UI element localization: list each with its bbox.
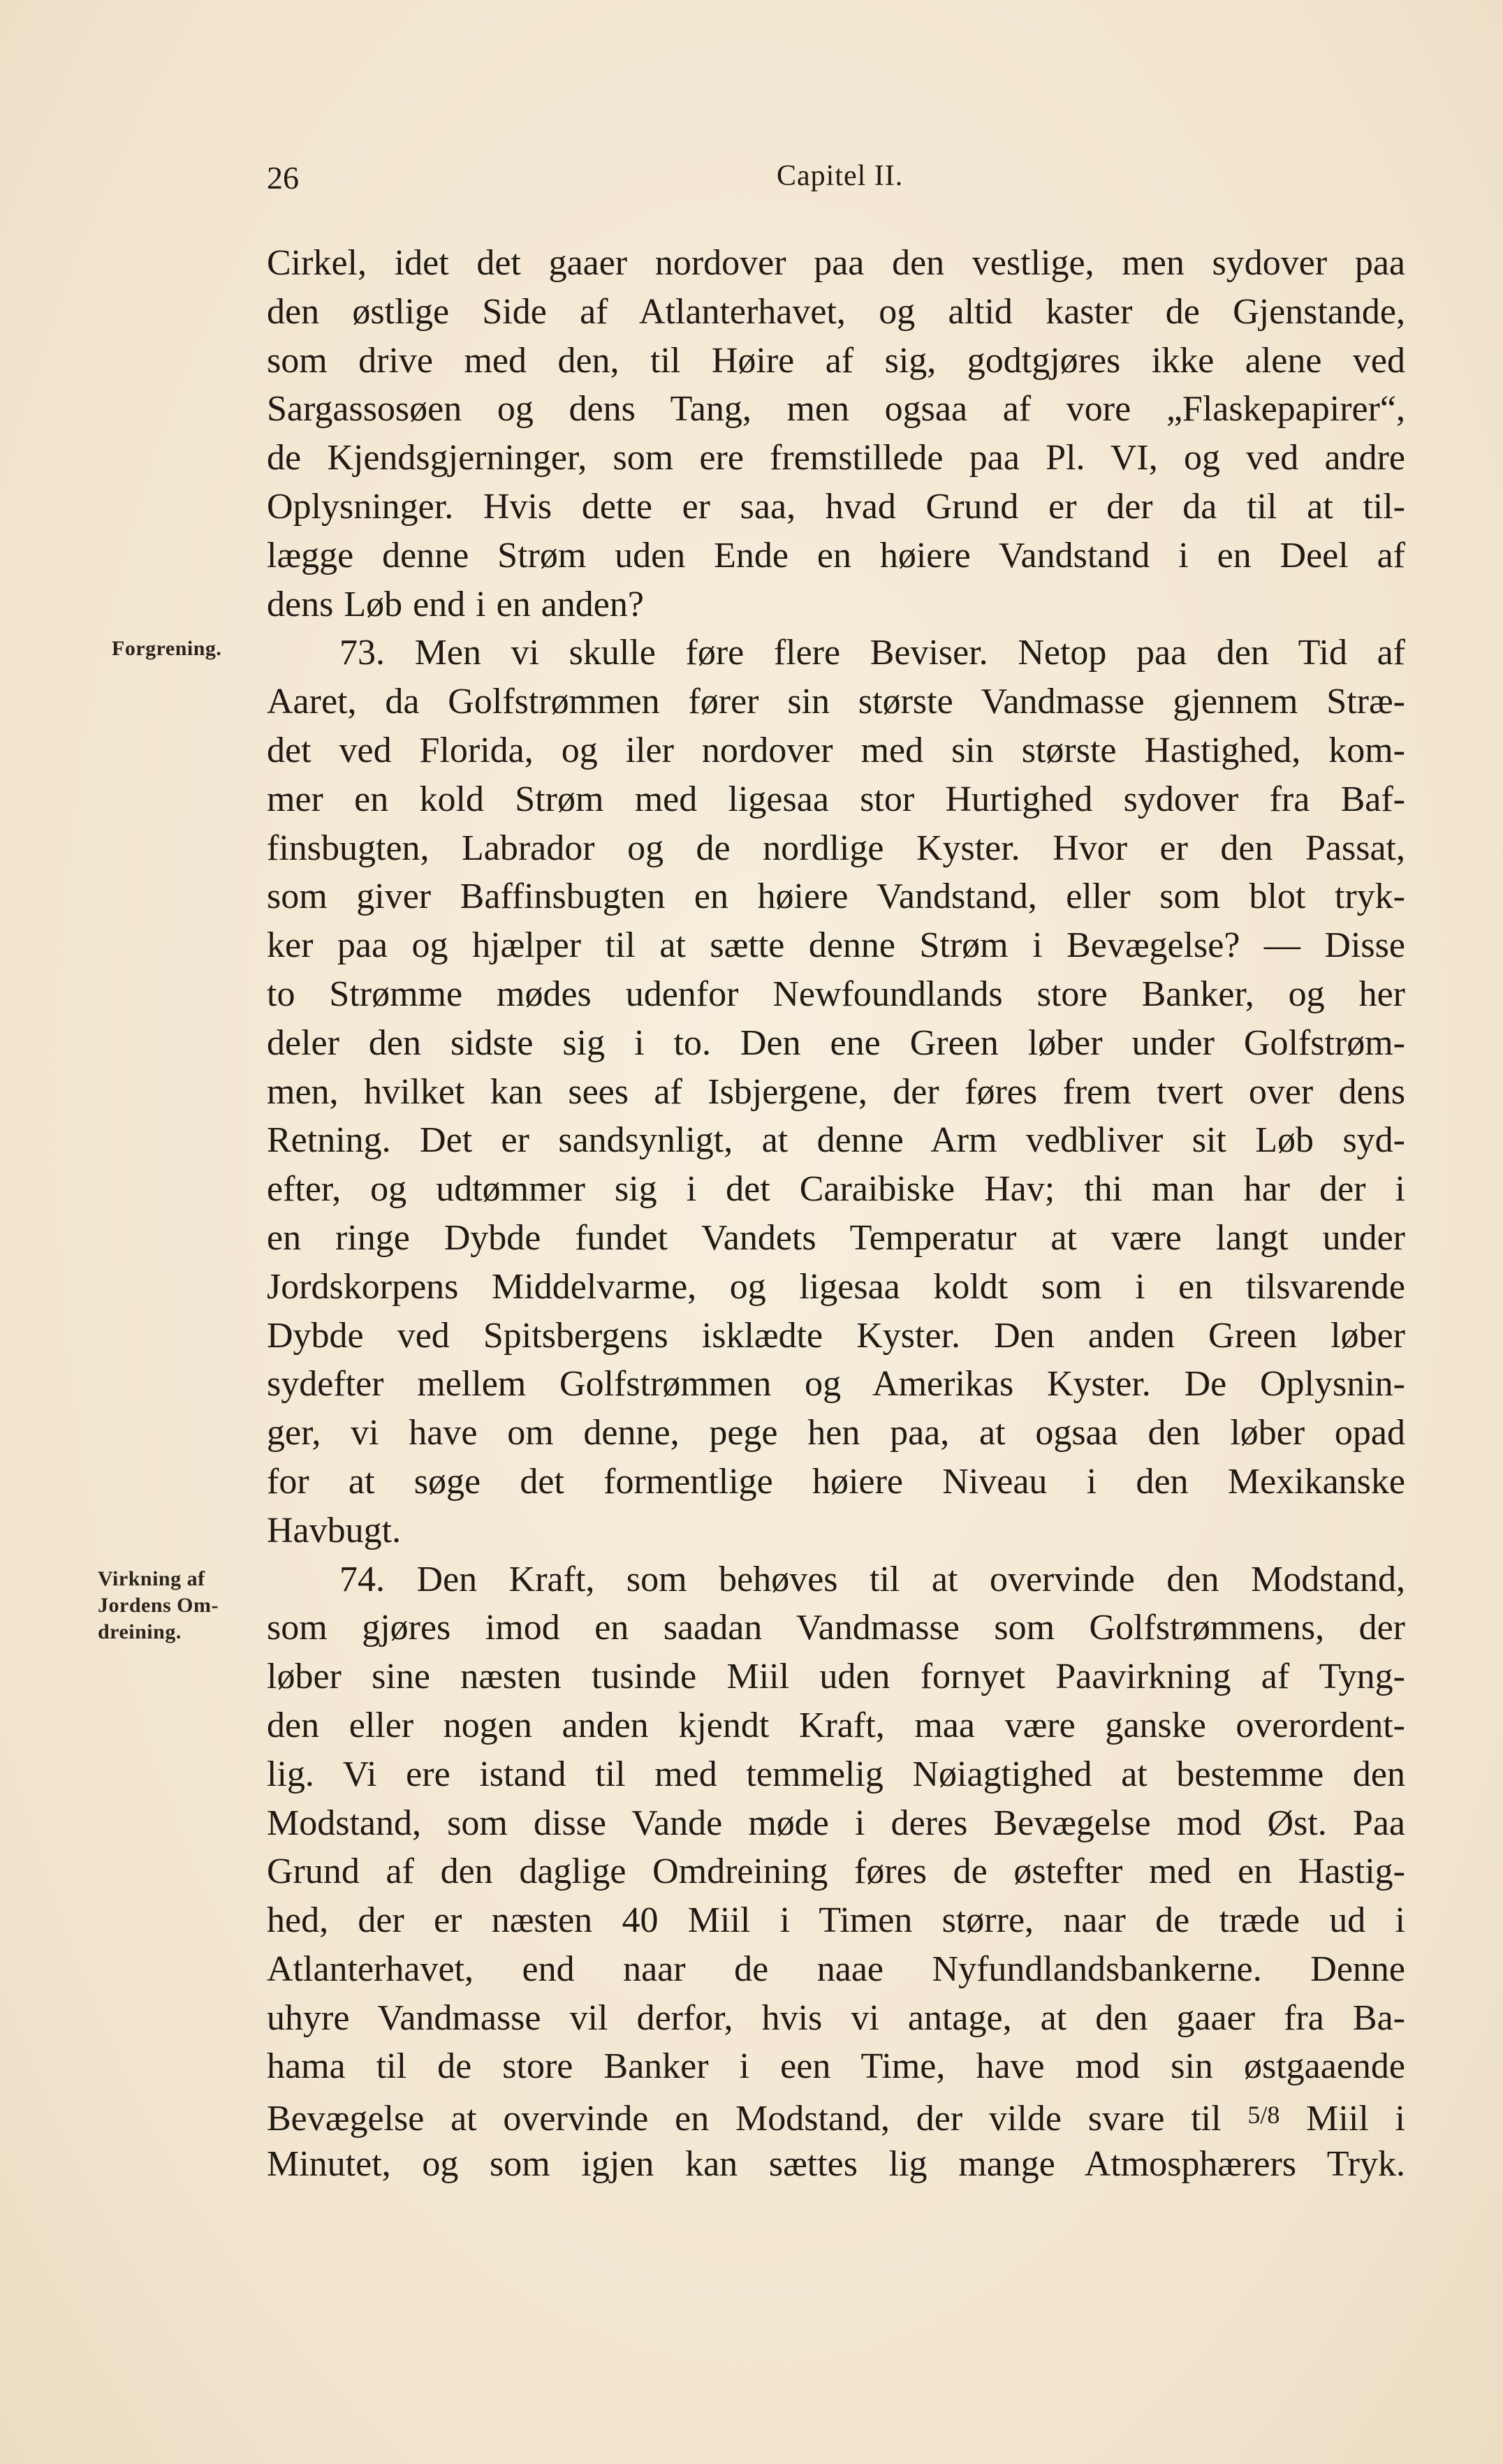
text-line: Sargassosøen og dens Tang, men ogsaa af vore „Flaskepapirer“, bbox=[267, 389, 1405, 430]
text-line: Retning. Det er sandsynligt, at denne Arm vedbliver sit Løb syd- bbox=[267, 1120, 1405, 1161]
text-line: efter, og udtømmer sig i det Caraibiske Hav; thi man har der i bbox=[267, 1169, 1405, 1210]
text-line: Modstand, som disse Vande møde i deres Bevægelse mod Øst. Paa bbox=[267, 1803, 1405, 1843]
paragraph-73-start: 73. Men vi skulle føre flere Beviser. Netop paa den Tid af bbox=[339, 633, 1405, 673]
text-line: den østlige Side af Atlanterhavet, og altid kaster de Gjenstande, bbox=[267, 291, 1405, 332]
text-line-with-fraction bbox=[267, 2091, 1405, 2140]
text-line: en ringe Dybde fundet Vandets Temperatur at være langt under bbox=[267, 1217, 1405, 1258]
text-line: dens Løb end i en anden? bbox=[267, 584, 644, 624]
text-line: deler den sidste sig i to. Den ene Green løber under Golfstrøm- bbox=[267, 1022, 1405, 1063]
text-line: hed, der er næsten 40 Miil i Timen større, naar de træde ud i bbox=[267, 1900, 1405, 1941]
margin-note-virkning bbox=[98, 1566, 258, 1645]
page-number: 26 bbox=[267, 160, 299, 196]
text-line: hama til de store Banker i een Time, have mod sin østgaaende bbox=[267, 2046, 1405, 2087]
text-line: lægge denne Strøm uden Ende en høiere Vandstand i en Deel af bbox=[267, 535, 1405, 575]
text-line: Minutet, og som igjen kan sættes lig mange Atmosphærers Tryk. bbox=[267, 2144, 1405, 2185]
text-line: Havbugt. bbox=[267, 1510, 402, 1550]
text-line: to Strømme mødes udenfor Newfoundlands store Banker, og her bbox=[267, 974, 1405, 1014]
text-line: men, hvilket kan sees af Isbjergene, der føres frem tvert over dens bbox=[267, 1071, 1405, 1112]
text-line: ker paa og hjælper til at sætte denne Strøm i Bevægelse? — Disse bbox=[267, 925, 1405, 966]
body-text bbox=[267, 239, 1405, 2189]
running-head: Capitel II. bbox=[777, 160, 904, 192]
margin-note-line: dreining. bbox=[98, 1620, 182, 1643]
text-line: Cirkel, idet det gaaer nordover paa den vestlige, men sydover paa bbox=[267, 243, 1405, 283]
text-line: uhyre Vandmasse vil derfor, hvis vi antage, at den gaaer fra Ba- bbox=[267, 1997, 1405, 2038]
text-line: Aaret, da Golfstrømmen fører sin største Vandmasse gjennem Stræ- bbox=[267, 682, 1405, 722]
text-line: for at søge det formentlige høiere Niveau i den Mexikanske bbox=[267, 1461, 1405, 1502]
text-line: Atlanterhavet, end naar de naae Nyfundlandsbankerne. Denne bbox=[267, 1949, 1405, 1989]
text-line: Jordskorpens Middelvarme, og ligesaa koldt som i en tilsvarende bbox=[267, 1266, 1405, 1307]
text-line: som drive med den, til Høire af sig, godtgjøres ikke alene ved bbox=[267, 340, 1405, 381]
text-segment: Miil i bbox=[1280, 2099, 1405, 2139]
text-line: den eller nogen anden kjendt Kraft, maa være ganske overordent- bbox=[267, 1705, 1405, 1745]
text-line: Oplysninger. Hvis dette er saa, hvad Grund er der da til at til- bbox=[267, 486, 1405, 527]
text-line: ger, vi have om denne, pege hen paa, at ogsaa den løber opad bbox=[267, 1413, 1405, 1453]
text-line: Grund af den daglige Omdreining føres de østefter med en Hastig- bbox=[267, 1851, 1405, 1892]
text-line: finsbugten, Labrador og de nordlige Kyster. Hvor er den Passat, bbox=[267, 828, 1405, 868]
text-line: lig. Vi ere istand til med temmelig Nøiagtighed at bestemme den bbox=[267, 1754, 1405, 1794]
fraction-five-eighths: 5/8 bbox=[1247, 2101, 1280, 2129]
page-header bbox=[267, 159, 1405, 215]
text-line: det ved Florida, og iler nordover med sin største Hastighed, kom- bbox=[267, 730, 1405, 770]
margin-note-line: Jordens Om- bbox=[98, 1594, 219, 1617]
text-line: mer en kold Strøm med ligesaa stor Hurtighed sydover fra Baf- bbox=[267, 779, 1405, 819]
text-line: som gjøres imod en saadan Vandmasse som Golfstrømmens, der bbox=[267, 1608, 1405, 1648]
text-line: løber sine næsten tusinde Miil uden fornyet Paavirkning af Tyng- bbox=[267, 1657, 1405, 1697]
paragraph-74-start: 74. Den Kraft, som behøves til at overvinde den Modstand, bbox=[339, 1559, 1405, 1599]
margin-note-line: Virkning af bbox=[98, 1567, 205, 1590]
text-line: sydefter mellem Golfstrømmen og Amerikas Kyster. De Oplysnin- bbox=[267, 1364, 1405, 1405]
text-line: som giver Baffinsbugten en høiere Vandstand, eller som blot tryk- bbox=[267, 877, 1405, 917]
margin-note-forgrening: Forgrening. bbox=[112, 637, 222, 660]
text-line: de Kjendsgjerninger, som ere fremstillede paa Pl. VI, og ved andre bbox=[267, 438, 1405, 478]
text-line: Dybde ved Spitsbergens isklædte Kyster. Den anden Green løber bbox=[267, 1315, 1405, 1356]
text-segment: Bevægelse at overvinde en Modstand, der vilde svare til bbox=[267, 2099, 1222, 2139]
